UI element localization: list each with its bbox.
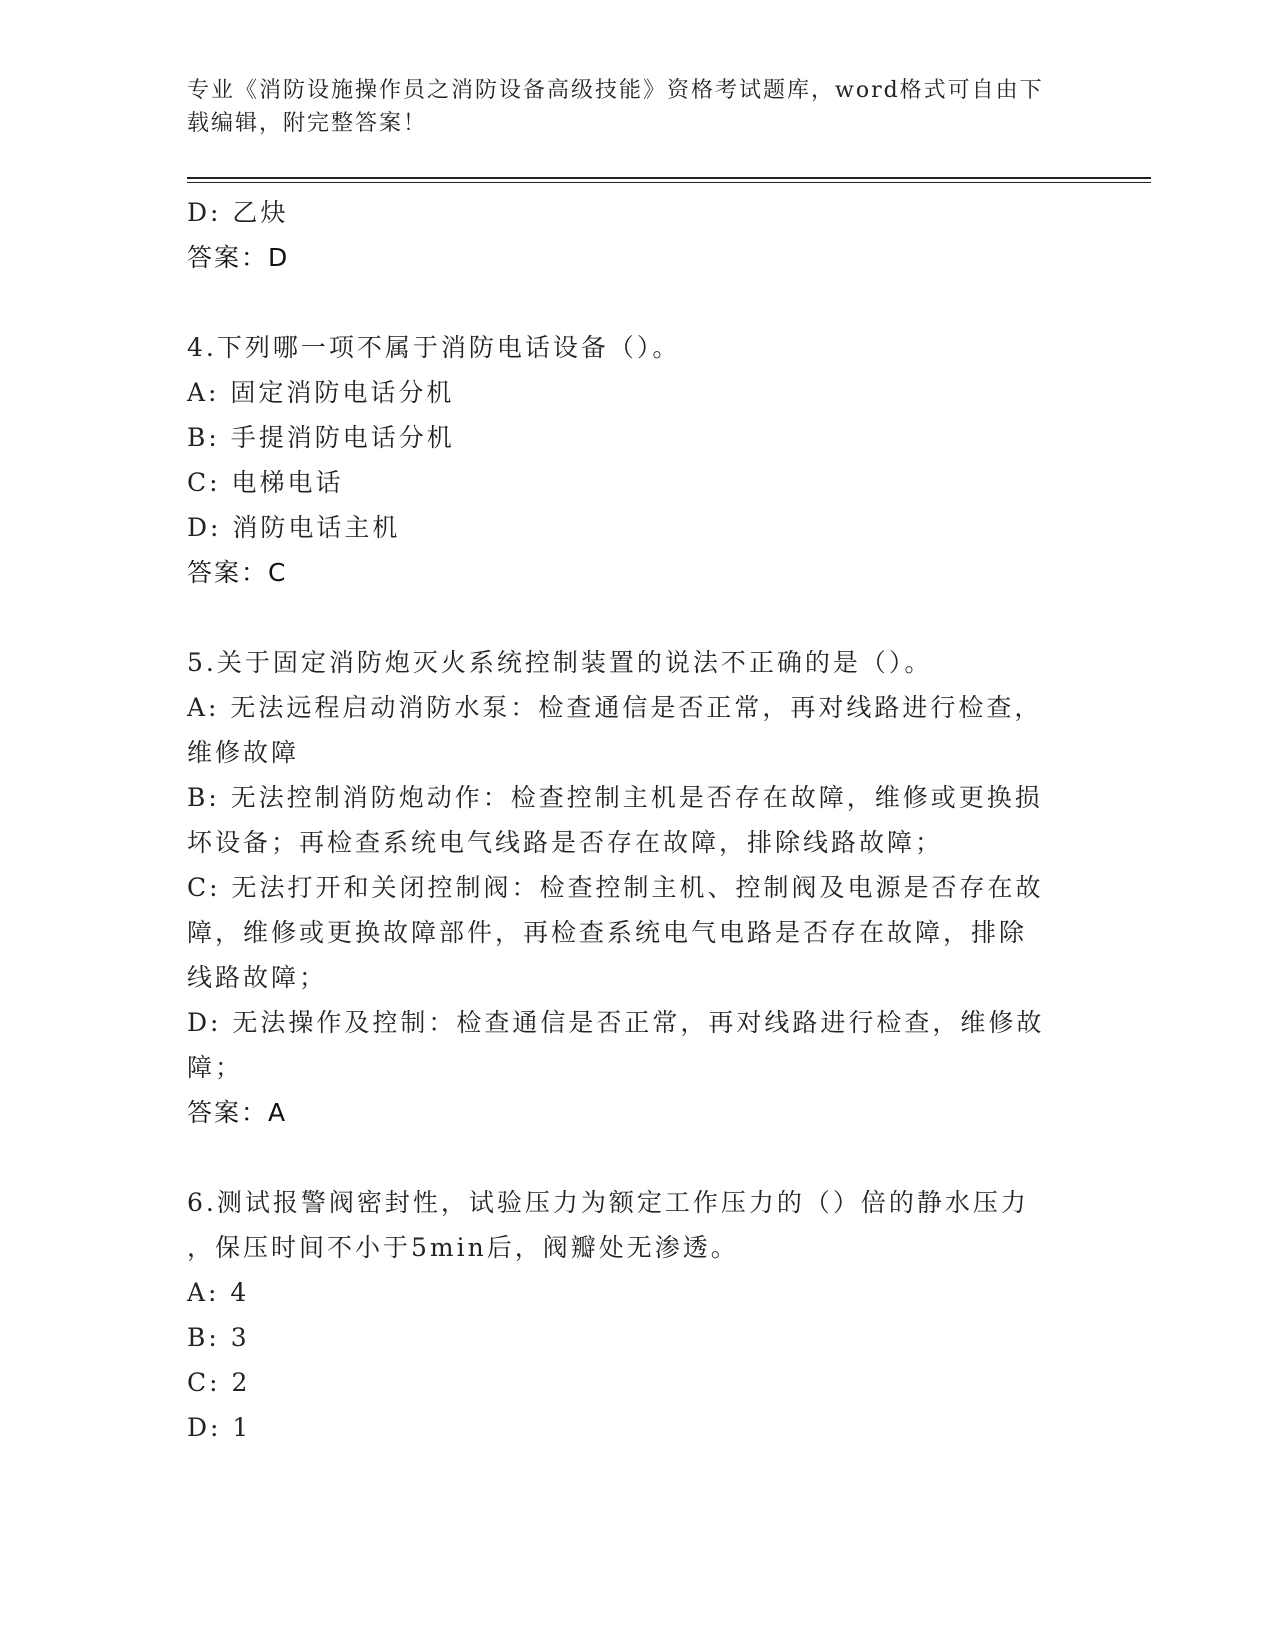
option-b: B: 3 [187, 1323, 250, 1352]
question-text-line-1: 6.测试报警阀密封性，试验压力为额定工作压力的（）倍的静水压力 [187, 1188, 1029, 1217]
option-c-line-1: C: 无法打开和关闭控制阀：检查控制主机、控制阀及电源是否存在故 [187, 873, 1044, 902]
answer: 答案：A [187, 1098, 288, 1127]
option-a-line-2: 维修故障 [187, 738, 300, 767]
option-d: D: 消防电话主机 [187, 513, 401, 542]
option-a-line-1: A: 无法远程启动消防水泵：检查通信是否正常，再对线路进行检查， [187, 693, 1043, 722]
option-b-line-1: B: 无法控制消防炮动作：检查控制主机是否存在故障，维修或更换损 [187, 783, 1043, 812]
option-b-line-2: 坏设备；再检查系统电气线路是否存在故障，排除线路故障； [187, 828, 944, 857]
option-d-line-1: D: 无法操作及控制：检查通信是否正常，再对线路进行检查，维修故 [187, 1008, 1045, 1037]
answer: 答案：D [187, 243, 290, 272]
question-text: 5.关于固定消防炮灭火系统控制装置的说法不正确的是（）。 [187, 648, 933, 677]
option-a: A: 固定消防电话分机 [187, 378, 455, 407]
question-6 [187, 1180, 1087, 1450]
document-header [187, 74, 1087, 140]
option-b: B: 手提消防电话分机 [187, 423, 455, 452]
question-5 [187, 640, 1087, 1135]
option-c-line-2: 障，维修或更换故障部件，再检查系统电气电路是否存在故障，排除 [187, 918, 1028, 947]
header-line-2: 载编辑，附完整答案！ [187, 111, 428, 136]
question-4 [187, 325, 1087, 595]
answer: 答案：C [187, 558, 288, 587]
header-divider-thin [187, 182, 1151, 183]
previous-question-tail [187, 190, 1087, 280]
header-line-1: 专业《消防设施操作员之消防设备高级技能》资格考试题库，word格式可自由下 [187, 78, 1044, 103]
option-a: A: 4 [187, 1278, 250, 1307]
option-c: C: 电梯电话 [187, 468, 344, 497]
document-body [187, 190, 1087, 1450]
option-d: D: 1 [187, 1413, 252, 1442]
option-c-line-3: 线路故障； [187, 963, 328, 992]
question-text: 4.下列哪一项不属于消防电话设备（）。 [187, 333, 681, 362]
option-d-line-2: 障； [187, 1053, 244, 1082]
header-divider-thick [187, 177, 1151, 179]
question-text-line-2: ，保压时间不小于5min后，阀瓣处无渗透。 [187, 1233, 739, 1262]
option-d: D: 乙炔 [187, 198, 289, 227]
option-c: C: 2 [187, 1368, 251, 1397]
